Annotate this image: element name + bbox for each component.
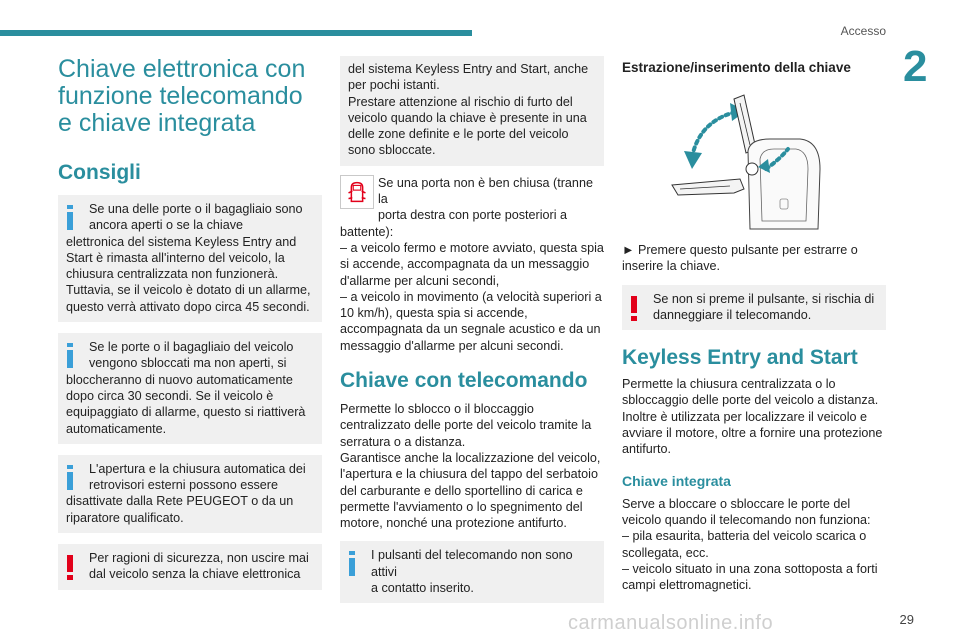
info-note-1 bbox=[58, 195, 322, 322]
info-icon bbox=[61, 463, 79, 493]
warning-icon bbox=[625, 293, 643, 323]
note-text: Se una delle porte o il bagagliaio sono bbox=[89, 202, 303, 216]
note-text: bloccheranno di nuovo automaticamente dopo circa 30 secondi. Se il veicolo è equipaggiato di allarme, questo si riattiverà automaticamente. bbox=[66, 372, 306, 436]
integrated-key-heading: Chiave integrata bbox=[622, 472, 731, 489]
note-text: elettronica del sistema Keyless Entry and Start è rimasta all'interno del veicolo, la chiusura centralizzata non funzionerà. Tuttavia, se il veicolo è dotato di un allarme, questo verrà attivato dopo circa 45 secondi. bbox=[66, 234, 311, 314]
chapter-number: 2 bbox=[903, 42, 928, 91]
remote-key-heading: Chiave con telecomando bbox=[340, 369, 588, 393]
info-icon bbox=[343, 549, 361, 579]
integrated-paragraph: Serve a bloccare o sbloccare le porte del veicolo quando il telecomando non funziona: bbox=[622, 496, 871, 527]
info-note-3 bbox=[58, 455, 322, 533]
consigli-heading: Consigli bbox=[58, 161, 141, 184]
warning-note-1 bbox=[58, 544, 322, 590]
warning-icon bbox=[61, 552, 79, 582]
column-1 bbox=[58, 56, 322, 590]
alarm-dash-1: – a veicolo fermo e motore avviato, questa spia si accende, accompagnata da un messaggio d'allarme per alcuni secondi, bbox=[340, 240, 604, 288]
note-text: retrovisori esterni possono essere bbox=[89, 478, 278, 493]
note-text: danneggiare il telecomando. bbox=[653, 307, 812, 322]
note-text: Per ragioni di sicurezza, non uscire mai bbox=[89, 551, 309, 566]
watermark: carmanualsonline.info bbox=[568, 612, 774, 634]
note-text: ancora aperti o se la chiave bbox=[89, 218, 244, 233]
note-text: I pulsanti del telecomando non sono attivi bbox=[371, 548, 573, 579]
header-accent-bar bbox=[0, 30, 472, 36]
key-extraction-illustration bbox=[670, 89, 840, 234]
info-note-2 bbox=[58, 333, 322, 444]
note-text: disattivate dalla Rete PEUGEOT o da un riparatore qualificato. bbox=[66, 494, 294, 525]
alarm-dash-2: – a veicolo in movimento (a velocità superiori a 10 km/h), questa spia si accende, accompagnata da un segnale acustico e da un messaggio d'allarme per alcuni secondi. bbox=[340, 289, 602, 353]
keyless-heading: Keyless Entry and Start bbox=[622, 346, 858, 370]
section-label: Accesso bbox=[840, 24, 886, 38]
column-2 bbox=[340, 56, 604, 603]
page-title: Chiave elettronica con funzione telecomando e chiave integrata bbox=[58, 55, 306, 137]
note-text: Se le porte o il bagagliaio del veicolo bbox=[89, 340, 294, 355]
page-number: 29 bbox=[899, 612, 914, 627]
note-text: del sistema Keyless Entry and Start, anche per pochi istanti. Prestare attenzione al rischio di furto del veicolo quando la chiave è presente in una delle zone definite e le porte del veicolo sono sbloccate. bbox=[348, 62, 589, 158]
extraction-heading: Estrazione/inserimento della chiave bbox=[622, 60, 851, 75]
info-icon bbox=[61, 341, 79, 371]
note-text: a contatto inserito. bbox=[371, 581, 474, 596]
remote-paragraph-1: Permette lo sblocco o il bloccaggio centralizzato delle porte del veicolo tramite la serratura o a distanza. bbox=[340, 402, 592, 449]
alarm-text: Se una porta non è ben chiusa (tranne la bbox=[378, 175, 593, 207]
integrated-dash-2: – veicolo situato in una zona sottoposta a forti campi elettromagnetici. bbox=[622, 561, 878, 593]
column-3 bbox=[622, 56, 886, 593]
press-button-text: ► Premere questo pulsante per estrarre o inserire la chiave. bbox=[622, 243, 858, 274]
door-open-warning-icon bbox=[340, 175, 374, 209]
note-text: vengono sbloccati ma non aperti, si bbox=[89, 356, 287, 371]
alarm-text: porta destra con porte posteriori a bbox=[378, 208, 568, 223]
note-text: dal veicolo senza la chiave elettronica bbox=[89, 567, 301, 582]
keyless-paragraph: Permette la chiusura centralizzata o lo sbloccaggio delle porte del veicolo a distanza. Inoltre è utilizzata per localizzare il veicolo e avviare il motore, oltre a fornire una protezione antifurto. bbox=[622, 377, 883, 457]
info-note-4 bbox=[340, 541, 604, 603]
door-alarm-block bbox=[340, 175, 604, 354]
integrated-dash-1: – pila esaurita, batteria del veicolo scarica o scollegata, ecc. bbox=[622, 529, 867, 560]
remote-paragraph-2: Garantisce anche la localizzazione del veicolo, l'apertura e la chiusura del tappo del serbatoio del carburante e dello sportellino di carica e permette l'avviamento o lo spegnimento del motore, nonché una protezione antifurto. bbox=[340, 450, 601, 531]
alarm-text: battente): bbox=[340, 224, 394, 239]
note-text: L'apertura e la chiusura automatica dei bbox=[89, 461, 306, 476]
warning-note-continued bbox=[340, 56, 604, 166]
warning-note-2 bbox=[622, 285, 886, 331]
note-text: Se non si preme il pulsante, si rischia di bbox=[653, 291, 875, 306]
info-icon bbox=[61, 203, 79, 233]
